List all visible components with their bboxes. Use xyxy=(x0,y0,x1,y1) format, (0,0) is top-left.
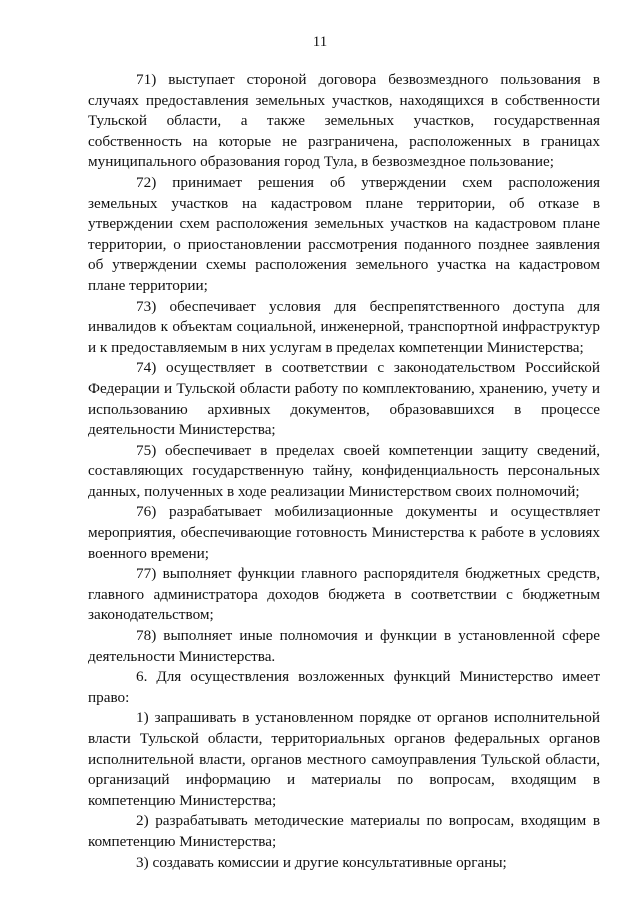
paragraph-76: 76) разрабатывает мобилизационные документы и осуществляет мероприятия, обеспечивающие готовность Министерства к работе в условиях военного времени; xyxy=(88,503,600,562)
page-number: 11 xyxy=(312,34,328,50)
paragraph-74: 74) осуществляет в соответствии с законодательством Российской Федерации и Тульской области работу по комплектованию, хранению, учету и использованию архивных документов, образовавшихся в процессе деятельности Министерства; xyxy=(88,359,600,439)
section-6-heading: 6. Для осуществления возложенных функций Министерство имеет право: xyxy=(88,668,600,706)
paragraph-75: 75) обеспечивает в пределах своей компетенции защиту сведений, составляющих государственную тайну, конфиденциальность персональных данных, полученных в ходе реализации Министерством своих полномочий; xyxy=(88,441,600,500)
paragraph-71: 71) выступает стороной договора безвозмездного пользования в случаях предоставления земельных участков, находящихся в собственности Тульской области, а также земельных участков, государственная собственность на которые не разграничена, расположенных в границах муниципального образования город Тула, в безвозмездное пользование; xyxy=(88,71,600,171)
right-item-3: 3) создавать комиссии и другие консультативные органы; xyxy=(136,853,507,871)
right-item-2: 2) разрабатывать методические материалы по вопросам, входящим в компетенцию Министерства; xyxy=(88,812,600,850)
document-body xyxy=(88,70,600,873)
paragraph-77: 77) выполняет функции главного распорядителя бюджетных средств, главного администратора доходов бюджета в соответствии с бюджетным законодательством; xyxy=(88,565,600,624)
paragraph-72: 72) принимает решения об утверждении схем расположения земельных участков на кадастровом плане территории, об отказе в утверждении схем расположения земельных участков на кадастровом плане территории, о приостановлении рассмотрения поданного позднее заявления об утверждении схемы расположения земельного участка на кадастровом плане территории; xyxy=(88,173,600,294)
paragraph-73: 73) обеспечивает условия для беспрепятственного доступа для инвалидов к объектам социальной, инженерной, транспортной инфраструктур и к предоставляемым в них услугам в пределах компетенции Министерства; xyxy=(88,297,600,356)
paragraph-78: 78) выполняет иные полномочия и функции в установленной сфере деятельности Министерства. xyxy=(88,627,600,665)
right-item-1: 1) запрашивать в установленном порядке от органов исполнительной власти Тульской области, территориальных органов федеральных органов исполнительной власти, органов местного самоуправления Тульской области, организаций информацию и материалы по вопросам, входящим в компетенцию Министерства; xyxy=(88,709,600,809)
